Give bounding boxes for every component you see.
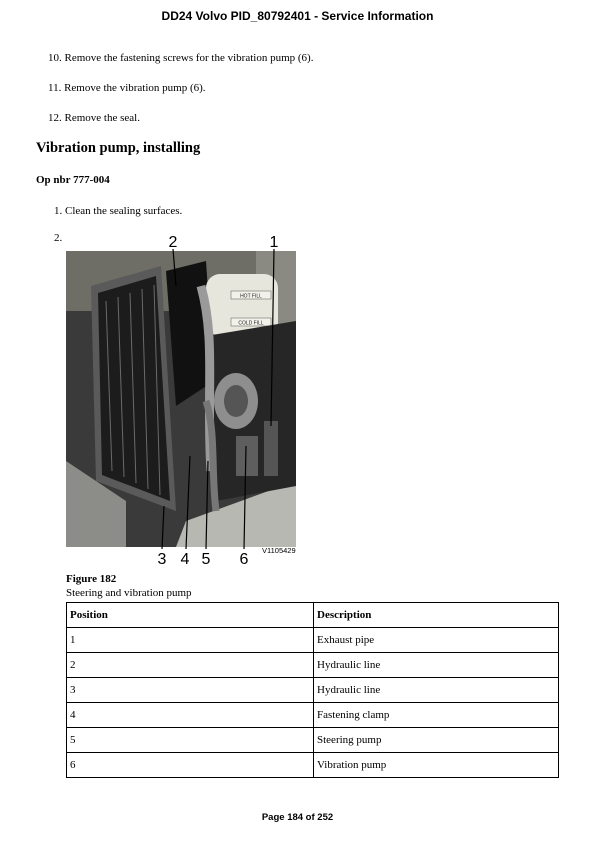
description-cell: Hydraulic line: [314, 678, 559, 703]
page-header: DD24 Volvo PID_80792401 - Service Information: [161, 9, 434, 23]
position-cell: 3: [67, 678, 314, 703]
callout-4: 4: [180, 551, 190, 568]
table-row: [67, 728, 559, 753]
position-cell: 4: [67, 703, 314, 728]
exhaust-pipe: [264, 421, 278, 476]
table-header-row: [67, 603, 559, 628]
removal-step-11: 11. Remove the vibration pump (6).: [48, 82, 206, 94]
section-title: Vibration pump, installing: [36, 140, 201, 156]
header-position: Position: [67, 603, 314, 628]
header-description: Description: [314, 603, 559, 628]
position-cell: 6: [67, 753, 314, 778]
table-row: [67, 628, 559, 653]
table-row: [67, 653, 559, 678]
position-table: [66, 602, 559, 778]
figure-caption-subtitle: Steering and vibration pump: [66, 587, 192, 599]
removal-step-12: 12. Remove the seal.: [48, 112, 140, 124]
pump-photo-figure: [66, 231, 306, 569]
description-cell: Exhaust pipe: [314, 628, 559, 653]
description-cell: Steering pump: [314, 728, 559, 753]
table-row: [67, 678, 559, 703]
position-cell: 2: [67, 653, 314, 678]
install-step-1: 1. Clean the sealing surfaces.: [54, 205, 183, 217]
svg-text:HOT FILL: HOT FILL: [240, 293, 262, 300]
callout-2: 2: [168, 234, 178, 251]
description-cell: Vibration pump: [314, 753, 559, 778]
image-code: V1105429: [262, 546, 296, 555]
svg-text:COLD FILL: COLD FILL: [238, 320, 264, 327]
table-row: [67, 703, 559, 728]
callout-6: 6: [239, 551, 249, 568]
callout-3: 3: [157, 551, 167, 568]
page-footer: Page 184 of 252: [261, 812, 334, 823]
figure-caption-title: Figure 182: [66, 573, 117, 585]
removal-step-10: 10. Remove the fastening screws for the vibration pump (6).: [48, 52, 314, 64]
description-cell: Hydraulic line: [314, 653, 559, 678]
position-cell: 5: [67, 728, 314, 753]
table-row: [67, 753, 559, 778]
vibration-pump: [236, 436, 258, 476]
callout-1: 1: [269, 234, 279, 251]
position-cell: 1: [67, 628, 314, 653]
op-number: Op nbr 777-004: [36, 174, 110, 186]
callout-5: 5: [201, 551, 211, 568]
description-cell: Fastening clamp: [314, 703, 559, 728]
install-step-2: 2.: [54, 232, 63, 244]
